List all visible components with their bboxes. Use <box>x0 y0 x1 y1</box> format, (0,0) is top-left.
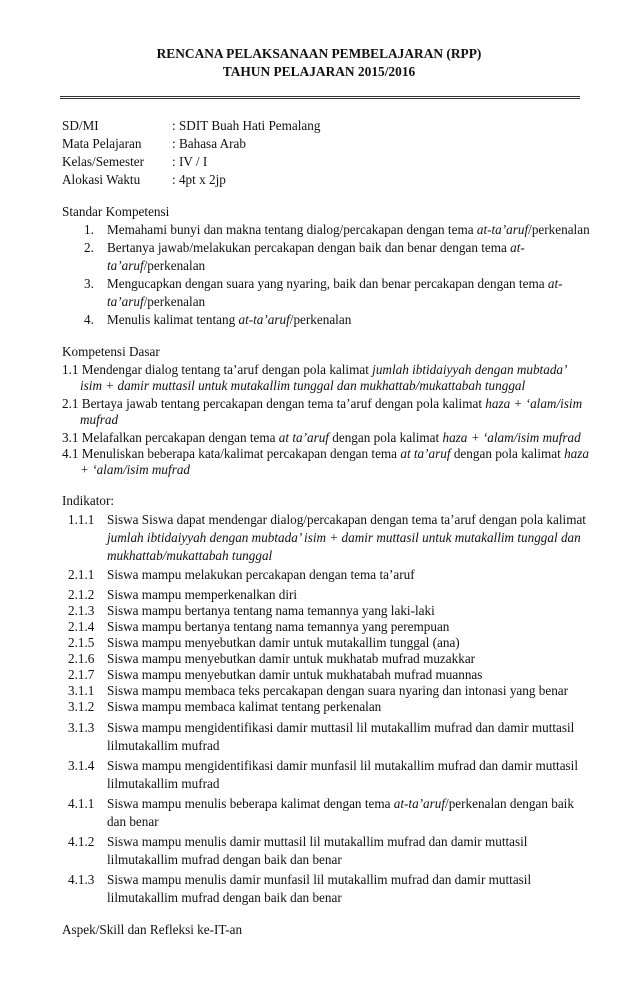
identity-value: : Bahasa Arab <box>172 136 246 151</box>
kompetensi-item <box>62 446 589 462</box>
kd-italic: + ‘alam/isim mufrad <box>80 462 191 477</box>
indikator-text-cont: lilmutakallim mufrad <box>107 776 220 791</box>
kompetensi-item-cont <box>80 412 118 428</box>
indikator-text: Siswa mampu memperkenalkan diri <box>107 587 298 602</box>
kd-italic: haza + ‘alam/isim <box>485 396 583 411</box>
indikator-num: 1.1.1 <box>68 512 95 527</box>
indikator-text-cont: lilmutakallim mufrad <box>107 738 220 753</box>
standar-text: /perkenalan <box>143 258 206 273</box>
kompetensi-heading: Kompetensi Dasar <box>62 344 160 359</box>
indikator-num: 2.1.6 <box>68 651 95 666</box>
indikator-text-cont <box>107 530 581 546</box>
indikator-num: 3.1.4 <box>68 758 95 773</box>
kompetensi-item <box>62 430 581 446</box>
indikator-plain: Siswa mampu menulis beberapa kalimat dengan tema <box>107 796 394 811</box>
identity-value: : IV / I <box>172 154 208 169</box>
standar-text: Bertanya jawab/melakukan percakapan dengan baik dan benar dengan tema <box>107 240 511 255</box>
standar-italic: ta’aruf <box>107 258 144 273</box>
kompetensi-item <box>62 396 582 412</box>
standar-italic: at-ta’aruf <box>476 222 529 237</box>
kd-italic: haza <box>564 446 589 461</box>
standar-text: Menulis kalimat tentang <box>107 312 239 327</box>
standar-text: /perkenalan <box>289 312 352 327</box>
indikator-num: 2.1.1 <box>68 567 95 582</box>
standar-num: 1. <box>84 222 94 237</box>
identity-label: Alokasi Waktu <box>62 172 141 187</box>
identity-value: : SDIT Buah Hati Pemalang <box>172 118 321 133</box>
header-rule <box>60 96 580 101</box>
kd-text: 1.1 Mendengar dialog tentang ta’aruf dengan pola kalimat <box>62 362 373 377</box>
indikator-num: 2.1.2 <box>68 587 95 602</box>
kd-text: dengan pola kalimat <box>328 430 443 445</box>
indikator-text: Siswa mampu membaca teks percakapan dengan suara nyaring dan intonasi yang benar <box>107 683 569 698</box>
indikator-text: Siswa mampu mengidentifikasi damir munfasil lil mutakallim mufrad dan damir muttasil <box>107 758 579 773</box>
standar-italic: ta’aruf <box>107 294 144 309</box>
standar-item <box>107 240 525 256</box>
indikator-text: Siswa mampu melakukan percakapan dengan tema ta’aruf <box>107 567 415 582</box>
indikator-num: 2.1.3 <box>68 603 95 618</box>
standar-item-cont <box>107 294 205 310</box>
standar-item-cont <box>107 258 205 274</box>
indikator-num: 4.1.1 <box>68 796 95 811</box>
standar-text: /perkenalan <box>143 294 206 309</box>
kd-italic: mufrad <box>80 412 119 427</box>
kompetensi-item <box>62 362 567 378</box>
kompetensi-item-cont <box>80 462 190 478</box>
kd-italic: at ta’aruf <box>400 446 451 461</box>
indikator-text <box>107 796 574 812</box>
indikator-text: Siswa mampu menulis damir muttasil lil mutakallim mufrad dan damir muttasil <box>107 834 528 849</box>
indikator-num: 3.1.3 <box>68 720 95 735</box>
standar-item <box>107 222 590 238</box>
kompetensi-item-cont <box>80 378 525 394</box>
standar-italic: at- <box>547 276 563 291</box>
document-year: TAHUN PELAJARAN 2015/2016 <box>222 64 416 79</box>
indikator-text: Siswa mampu menyebutkan damir untuk mukhatab mufrad muzakkar <box>107 651 476 666</box>
standar-text: Mengucapkan dengan suara yang nyaring, baik dan benar percakapan dengan tema <box>107 276 548 291</box>
kd-text: dengan pola kalimat <box>450 446 565 461</box>
indikator-num: 4.1.2 <box>68 834 95 849</box>
kd-italic: at ta’aruf <box>278 430 329 445</box>
indikator-text: Siswa mampu membaca kalimat tentang perkenalan <box>107 699 382 714</box>
identity-label: Mata Pelajaran <box>62 136 142 151</box>
kd-text: 3.1 Melafalkan percakapan dengan tema <box>62 430 279 445</box>
standar-item <box>107 276 583 292</box>
indikator-num: 3.1.1 <box>68 683 95 698</box>
standar-italic: at-ta’aruf <box>238 312 290 327</box>
indikator-num: 4.1.3 <box>68 872 95 887</box>
identity-value: : 4pt x 2jp <box>172 172 226 187</box>
kd-italic: haza + ‘alam/isim mufrad <box>442 430 581 445</box>
indikator-text: Siswa mampu menyebutkan damir untuk mutakallim tunggal (ana) <box>107 635 460 650</box>
kd-italic: jumlah ibtidaiyyah dengan mubtada’ <box>372 362 568 377</box>
indikator-italic: jumlah ibtidaiyyah dengan mubtada’ isim + damir muttasil untuk mutakallim tunggal dan <box>107 530 581 545</box>
identity-label: SD/MI <box>62 118 99 133</box>
indikator-heading: Indikator: <box>62 493 115 508</box>
indikator-text: Siswa mampu bertanya tentang nama temannya yang laki-laki <box>107 603 435 618</box>
indikator-text: Siswa mampu mengidentifikasi damir muttasil lil mutakallim mufrad dan damir muttasil <box>107 720 575 735</box>
indikator-num: 3.1.2 <box>68 699 95 714</box>
indikator-num: 2.1.7 <box>68 667 95 682</box>
indikator-plain: /perkenalan dengan baik <box>445 796 574 811</box>
indikator-text-cont: lilmutakallim mufrad dengan baik dan benar <box>107 852 342 867</box>
indikator-text-cont: lilmutakallim mufrad dengan baik dan benar <box>107 890 342 905</box>
indikator-text: Siswa mampu menulis damir munfasil lil mutakallim mufrad dan damir muttasil <box>107 872 532 887</box>
standar-text: /perkenalan <box>528 222 590 237</box>
kd-italic: isim + damir muttasil untuk mutakallim tunggal dan mukhattab/mukattabah tunggal <box>80 378 526 393</box>
indikator-text-cont <box>107 548 272 564</box>
standar-num: 4. <box>84 312 94 327</box>
indikator-italic: mukhattab/mukattabah tunggal <box>107 548 273 563</box>
standar-heading: Standar Kompetensi <box>62 204 170 219</box>
indikator-text: Siswa Siswa dapat mendengar dialog/percakapan dengan tema ta’aruf dengan pola kalimat <box>107 512 586 527</box>
standar-num: 3. <box>84 276 94 291</box>
indikator-text: Siswa mampu menyebutkan damir untuk mukhatabah mufrad muannas <box>107 667 483 682</box>
standar-text: Memahami bunyi dan makna tentang dialog/percakapan dengan tema <box>107 222 477 237</box>
indikator-text: Siswa mampu bertanya tentang nama temannya yang perempuan <box>107 619 450 634</box>
standar-italic: at- <box>510 240 525 255</box>
identity-label: Kelas/Semester <box>62 154 145 169</box>
indikator-num: 2.1.5 <box>68 635 95 650</box>
standar-num: 2. <box>84 240 94 255</box>
kd-text: 2.1 Bertaya jawab tentang percakapan dengan tema ta’aruf dengan pola kalimat <box>62 396 486 411</box>
indikator-text-cont: dan benar <box>107 814 159 829</box>
indikator-num: 2.1.4 <box>68 619 95 634</box>
indikator-italic: at-ta’aruf <box>393 796 446 811</box>
aspek-heading: Aspek/Skill dan Refleksi ke-IT-an <box>62 922 243 937</box>
standar-item <box>107 312 351 328</box>
document-title: RENCANA PELAKSANAAN PEMBELAJARAN (RPP) <box>156 46 482 61</box>
kd-text: 4.1 Menuliskan beberapa kata/kalimat percakapan dengan tema <box>62 446 401 461</box>
